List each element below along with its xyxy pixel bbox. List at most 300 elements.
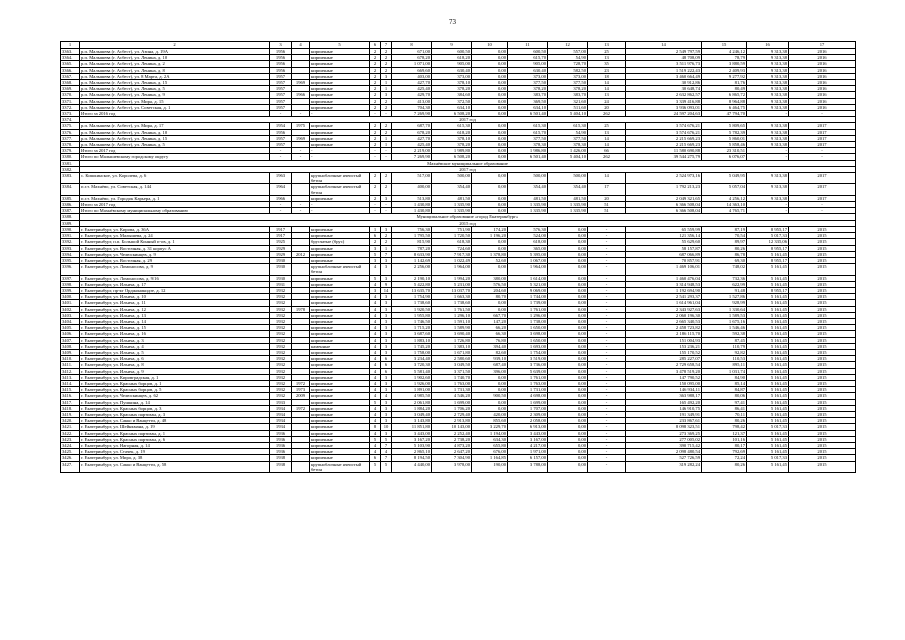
table-cell: 420,00 bbox=[472, 411, 508, 417]
table-cell: 0,00 bbox=[548, 449, 588, 455]
table-cell: 0,00 bbox=[472, 104, 508, 110]
table-cell: 24 bbox=[588, 98, 626, 104]
table-cell: 667,70 bbox=[472, 312, 508, 318]
table-cell: 5 161,45 bbox=[747, 306, 789, 312]
table-cell: г. Екатеринбург, ул. Малышева, д. 24 bbox=[80, 233, 270, 239]
table-cell: кирпичные bbox=[310, 368, 370, 374]
table-cell: 35 bbox=[588, 61, 626, 67]
table-cell: 3 698,00 bbox=[508, 331, 548, 337]
table-cell: 3 314 948,53 bbox=[626, 281, 702, 287]
table-cell: г. Екатеринбург, ул. Ильича, д. 9 bbox=[80, 368, 270, 374]
table-cell: 2015 bbox=[789, 418, 856, 424]
table-cell: 25 bbox=[588, 49, 626, 55]
table-cell: 2017 bbox=[789, 173, 856, 184]
table-cell: 5 161,45 bbox=[747, 436, 789, 442]
table-cell: 0,00 bbox=[472, 380, 508, 386]
table-cell: - bbox=[588, 337, 626, 343]
table-cell: 5 bbox=[381, 461, 392, 472]
table-cell: 1 bbox=[381, 86, 392, 92]
table-cell: - bbox=[588, 461, 626, 472]
table-cell: 481,50 bbox=[548, 195, 588, 201]
table-cell: - bbox=[588, 318, 626, 324]
table-cell: 0,00 bbox=[548, 393, 588, 399]
table-cell: г. Екатеринбург, ул. Красных партизан, д. 6 bbox=[80, 436, 270, 442]
table-cell: 3387. bbox=[61, 208, 80, 214]
table-cell: 0,00 bbox=[548, 362, 588, 368]
table-cell: 500,00 bbox=[548, 173, 588, 184]
table-cell: - bbox=[381, 111, 392, 117]
table-cell: 687,40 bbox=[472, 362, 508, 368]
table-cell: 3 511 976,73 bbox=[626, 61, 702, 67]
table-cell: 1938 bbox=[270, 455, 292, 461]
table-cell: 1964 bbox=[270, 184, 292, 195]
table-cell: 481,50 bbox=[432, 195, 472, 201]
table-cell: - bbox=[789, 202, 856, 208]
table-cell: 3386. bbox=[61, 202, 80, 208]
table-cell: 0,00 bbox=[548, 430, 588, 436]
table-cell: 9 277,92 bbox=[702, 73, 747, 79]
table-cell: г. Екатеринбург, ул. Кировградская, д. 1 bbox=[80, 374, 270, 380]
table-cell: 5 161,45 bbox=[747, 368, 789, 374]
table-cell: 787,20 bbox=[392, 245, 432, 251]
table-cell: - bbox=[588, 424, 626, 430]
table-cell: - bbox=[789, 148, 856, 154]
table-cell: 5 161,45 bbox=[747, 343, 789, 349]
table-cell: 84,90 bbox=[702, 374, 747, 380]
table-cell: - bbox=[588, 233, 626, 239]
table-cell: кирпичные bbox=[310, 294, 370, 300]
table-cell: 4 bbox=[370, 443, 381, 449]
table-cell: 4 bbox=[370, 393, 381, 399]
table-cell: - bbox=[747, 154, 789, 160]
table-cell: 4 bbox=[370, 306, 381, 312]
table-cell: 3376. bbox=[61, 129, 80, 135]
table-cell: 70,54 bbox=[702, 233, 747, 239]
table-cell: кирпичные bbox=[310, 287, 370, 293]
table-cell: - bbox=[588, 393, 626, 399]
table-body bbox=[61, 49, 856, 473]
column-header: 5 bbox=[310, 42, 370, 49]
table-cell: 1932 bbox=[270, 294, 292, 300]
table-cell: - bbox=[588, 287, 626, 293]
table-cell: 377,50 bbox=[508, 80, 548, 86]
table-cell: 1 763,00 bbox=[508, 380, 548, 386]
table-cell: 0,00 bbox=[548, 257, 588, 263]
table-cell: 0,00 bbox=[548, 399, 588, 405]
table-cell: 5 161,45 bbox=[747, 331, 789, 337]
table-cell: 2 049 321,65 bbox=[626, 195, 702, 201]
table-cell: 1 715,20 bbox=[392, 325, 432, 331]
table-cell: 2009 bbox=[292, 393, 310, 399]
table-cell: 1 994,20 bbox=[432, 275, 472, 281]
table-cell: 0,00 bbox=[472, 399, 508, 405]
table-cell: 20 bbox=[588, 195, 626, 201]
table-cell: 1 761,00 bbox=[508, 306, 548, 312]
table-cell: 2 bbox=[370, 73, 381, 79]
table-cell: 3 bbox=[381, 294, 392, 300]
table-cell: 2015 bbox=[789, 251, 856, 257]
table-cell: 2 458 723,82 bbox=[626, 325, 702, 331]
table-cell: 2016 bbox=[789, 55, 856, 61]
table-cell: 191 349,91 bbox=[626, 411, 702, 417]
table-cell: 1 738,00 bbox=[508, 318, 548, 324]
table-cell: 3378. bbox=[61, 142, 80, 148]
table-cell: 1 650,00 bbox=[508, 337, 548, 343]
table-cell: 1929 bbox=[270, 245, 292, 251]
table-cell: 2015 bbox=[789, 449, 856, 455]
table-cell: 0,00 bbox=[548, 418, 588, 424]
table-cell: 383,70 bbox=[508, 92, 548, 98]
table-cell: 1 bbox=[370, 226, 381, 232]
table-cell: 3409. bbox=[61, 349, 80, 355]
table-cell: 4 765,71 bbox=[702, 208, 747, 214]
table-cell: 0,00 bbox=[472, 49, 508, 55]
table-cell: крупноблочные ячеистый бетон bbox=[310, 184, 370, 195]
table-cell: 1930 bbox=[270, 264, 292, 275]
table-cell: 2015 bbox=[789, 239, 856, 245]
table-cell: - bbox=[588, 430, 626, 436]
table-cell: 3 bbox=[381, 226, 392, 232]
table-cell: г. Екатеринбург, ул. Ильича, д. 5 bbox=[80, 349, 270, 355]
table-cell: 72,24 bbox=[702, 455, 747, 461]
table-cell: 5 161,45 bbox=[747, 411, 789, 417]
table-cell: 634,30 bbox=[472, 436, 508, 442]
table-cell: 5 161,45 bbox=[747, 362, 789, 368]
table-cell: 1 726,80 bbox=[432, 337, 472, 343]
table-cell: 277 005,02 bbox=[626, 436, 702, 442]
table-cell: кирпичные bbox=[310, 129, 370, 135]
table-cell: 2 309,00 bbox=[508, 411, 548, 417]
table-cell: г. Екатеринбург, ул. Ильича, д. 8 bbox=[80, 362, 270, 368]
table-cell: 1 964,00 bbox=[508, 264, 548, 275]
table-cell: кирпичные bbox=[310, 436, 370, 442]
table-cell: 618,00 bbox=[508, 239, 548, 245]
table-cell: 10 143,00 bbox=[432, 424, 472, 430]
table-cell: 2015 bbox=[789, 356, 856, 362]
table-cell: кирпичные bbox=[310, 399, 370, 405]
table-cell: 615,70 bbox=[508, 129, 548, 135]
table-cell: 30 912,86 bbox=[626, 80, 702, 86]
table-cell: 5 404,10 bbox=[548, 111, 588, 117]
table-cell: 1936 bbox=[270, 449, 292, 455]
table-cell: кирпичные bbox=[310, 337, 370, 343]
table-cell: 204,60 bbox=[472, 287, 508, 293]
table-cell: 2015 bbox=[789, 405, 856, 411]
table-cell: 4 873,20 bbox=[432, 443, 472, 449]
table-cell: кирпичные bbox=[310, 449, 370, 455]
table-cell: кирпичные bbox=[310, 142, 370, 148]
table-cell bbox=[292, 173, 310, 184]
column-header: 13 bbox=[588, 42, 626, 49]
table-cell: 3423. bbox=[61, 436, 80, 442]
table-cell: 1 986,80 bbox=[508, 148, 548, 154]
table-cell: кирпичные bbox=[310, 251, 370, 257]
column-header: 3 bbox=[270, 42, 292, 49]
table-cell: 751,90 bbox=[432, 226, 472, 232]
table-cell: - bbox=[588, 264, 626, 275]
table-cell: 2 215 669,23 bbox=[626, 135, 702, 141]
column-header: 14 bbox=[626, 42, 702, 49]
table-row bbox=[61, 461, 856, 472]
table-cell: 5 057,04 bbox=[702, 184, 747, 195]
table-cell: 9 313,38 bbox=[747, 86, 789, 92]
table-cell: 622,99 bbox=[702, 281, 747, 287]
column-header: 16 bbox=[747, 42, 789, 49]
table-cell: 1972 bbox=[292, 405, 310, 411]
table-cell: 2015 bbox=[789, 245, 856, 251]
table-cell: 0,00 bbox=[472, 123, 508, 129]
table-cell: 425,40 bbox=[392, 142, 432, 148]
table-row bbox=[61, 264, 856, 275]
table-cell: 3 bbox=[381, 418, 392, 424]
table-cell: 2 bbox=[370, 104, 381, 110]
table-cell: 7 269,90 bbox=[392, 154, 432, 160]
table-cell: 1 699,00 bbox=[508, 399, 548, 405]
table-cell: - bbox=[270, 111, 292, 117]
table-cell: 687,70 bbox=[392, 123, 432, 129]
table-cell: 9 bbox=[381, 281, 392, 287]
table-cell: 5 161,45 bbox=[747, 374, 789, 380]
table-cell: 8 633,90 bbox=[392, 251, 432, 257]
table-cell: 0,00 bbox=[472, 387, 508, 393]
table-cell: 2012 bbox=[292, 251, 310, 257]
table-cell: 101,16 bbox=[702, 436, 747, 442]
table-cell: 5 bbox=[381, 436, 392, 442]
table-cell: 8 964,88 bbox=[702, 98, 747, 104]
table-cell: 1 527,86 bbox=[702, 294, 747, 300]
table-cell: 58 157,87 bbox=[626, 245, 702, 251]
table-cell: 1932 bbox=[270, 356, 292, 362]
table-cell: 1 731,00 bbox=[508, 387, 548, 393]
table-cell: - bbox=[789, 111, 856, 117]
table-cell: 1 738,60 bbox=[392, 300, 432, 306]
table-cell: 2015 bbox=[789, 399, 856, 405]
table-cell: 2016 bbox=[789, 49, 856, 55]
table-cell: 14 363,10 bbox=[702, 202, 747, 208]
table-cell: Итого за 2017 год bbox=[80, 148, 270, 154]
table-cell: - bbox=[588, 436, 626, 442]
table-cell: 14 bbox=[588, 142, 626, 148]
table-cell: 2015 bbox=[789, 343, 856, 349]
table-cell: 5 809,65 bbox=[702, 123, 747, 129]
table-cell: 1 614 961,04 bbox=[626, 300, 702, 306]
table-cell: 3 bbox=[381, 337, 392, 343]
table-cell: 1 693,00 bbox=[508, 343, 548, 349]
table-cell: 1 022,49 bbox=[432, 257, 472, 263]
table-cell: 9 313,38 bbox=[747, 80, 789, 86]
table-cell: 3 bbox=[381, 264, 392, 275]
table-cell: 671,00 bbox=[392, 49, 432, 55]
column-header: 2 bbox=[80, 42, 270, 49]
table-cell: 1 378,80 bbox=[472, 251, 508, 257]
table-cell: 354,40 bbox=[508, 184, 548, 195]
table-cell: 3 478 519,20 bbox=[626, 368, 702, 374]
table-cell: - bbox=[588, 455, 626, 461]
table-cell: 0,00 bbox=[548, 368, 588, 374]
table-cell: 1975 bbox=[292, 123, 310, 129]
table-cell: 1 614,00 bbox=[508, 275, 548, 281]
table-cell: 3420. bbox=[61, 418, 80, 424]
table-cell: 5 161,45 bbox=[747, 443, 789, 449]
table-cell: 0,00 bbox=[472, 239, 508, 245]
table-cell: 262 bbox=[588, 154, 626, 160]
table-cell: 3 bbox=[381, 318, 392, 324]
table-cell: 6 865,72 bbox=[702, 92, 747, 98]
table-cell: 2 913,80 bbox=[432, 418, 472, 424]
table-cell: 190,00 bbox=[472, 461, 508, 472]
table-cell: 80,49 bbox=[702, 86, 747, 92]
table-cell: р.п. Малышева (г. Асбест), ул. Ленина, д. 15 bbox=[80, 135, 270, 141]
table-cell: 630,40 bbox=[508, 67, 548, 73]
table-cell: 2 186 115,70 bbox=[626, 331, 702, 337]
table-cell: 939,10 bbox=[472, 356, 508, 362]
table-cell: 13 bbox=[588, 55, 626, 61]
table-cell: г. Екатеринбург, ул. Ильича, д. 6 bbox=[80, 356, 270, 362]
table-cell: 6 bbox=[370, 455, 381, 461]
table-cell: 5 161,45 bbox=[747, 405, 789, 411]
table-cell: 4 bbox=[381, 449, 392, 455]
table-cell: 527 726,59 bbox=[626, 455, 702, 461]
table-cell: 80,06 bbox=[702, 393, 747, 399]
table-cell: 1 460 476,04 bbox=[626, 275, 702, 281]
table-cell: 0,00 bbox=[472, 264, 508, 275]
table-cell: 3 371,50 bbox=[432, 368, 472, 374]
table-cell: 0,00 bbox=[472, 202, 508, 208]
table-cell: 3398. bbox=[61, 281, 80, 287]
table-cell: 1954 bbox=[270, 123, 292, 129]
table-cell: 748,02 bbox=[702, 264, 747, 275]
table-cell: 1956 bbox=[270, 49, 292, 55]
table-cell: 0,00 bbox=[548, 281, 588, 287]
table-cell: 3 bbox=[381, 306, 392, 312]
table-cell: 0,00 bbox=[472, 111, 508, 117]
table-cell: 54,90 bbox=[548, 129, 588, 135]
table-cell: - bbox=[588, 405, 626, 411]
table-cell: 618,20 bbox=[432, 129, 472, 135]
table-cell: 51 bbox=[588, 202, 626, 208]
table-cell: 1 758,00 bbox=[392, 349, 432, 355]
table-cell: 1 546,46 bbox=[702, 325, 747, 331]
table-cell: г. Екатеринбург, ул. Красных борцов, д. 5 bbox=[80, 387, 270, 393]
table-cell: 756,30 bbox=[392, 226, 432, 232]
table-cell: 76,80 bbox=[472, 337, 508, 343]
table-cell: кирпичные bbox=[310, 195, 370, 201]
table-cell: 3 229,70 bbox=[472, 424, 508, 430]
table-cell: кирпичные bbox=[310, 98, 370, 104]
table-cell: 3 bbox=[381, 411, 392, 417]
table-cell: 0,00 bbox=[548, 424, 588, 430]
table-cell: 2 541 293,37 bbox=[626, 294, 702, 300]
table-cell: Итого по Махнёвскому муниципальному образованию bbox=[80, 208, 270, 214]
table-cell: 1 761,00 bbox=[508, 374, 548, 380]
table-cell: 80,17 bbox=[702, 443, 747, 449]
table-cell: 403,00 bbox=[392, 73, 432, 79]
table-cell: 3 687,60 bbox=[392, 331, 432, 337]
table-cell: 1 bbox=[381, 135, 392, 141]
table-cell: 11 580 690,88 bbox=[626, 148, 702, 154]
table-cell: кирпичные bbox=[310, 104, 370, 110]
table-cell: 4 bbox=[370, 294, 381, 300]
table-cell: 3 bbox=[381, 349, 392, 355]
table-cell: 0,00 bbox=[472, 80, 508, 86]
table-cell: - bbox=[588, 356, 626, 362]
table-cell: - bbox=[588, 306, 626, 312]
table-cell: 5 161,45 bbox=[747, 356, 789, 362]
table-cell: 895,11 bbox=[702, 362, 747, 368]
table-cell: 70,11 bbox=[702, 411, 747, 417]
table-cell: 87,45 bbox=[702, 337, 747, 343]
table-cell: 373,00 bbox=[508, 73, 548, 79]
table-cell: 8 194,50 bbox=[392, 455, 432, 461]
table-cell: р.п. Малышева (г. Асбест), ул. Ленина, д. 2 bbox=[80, 61, 270, 67]
table-cell: - bbox=[747, 111, 789, 117]
table-cell: 2015 bbox=[789, 226, 856, 232]
table-cell: 147,20 bbox=[472, 318, 508, 324]
table-cell: - bbox=[370, 208, 381, 214]
table-cell: - bbox=[292, 202, 310, 208]
table-cell: 0,00 bbox=[548, 275, 588, 281]
table-cell: 363 988,17 bbox=[626, 393, 702, 399]
table-cell: 3426. bbox=[61, 455, 80, 461]
table-cell: 4 440,00 bbox=[392, 461, 432, 472]
table-cell: кирпичные bbox=[310, 281, 370, 287]
table-cell: 429,70 bbox=[392, 92, 432, 98]
table-cell: 3 443,00 bbox=[508, 430, 548, 436]
table-cell: 174,20 bbox=[472, 226, 508, 232]
table-cell: 2 bbox=[370, 55, 381, 61]
table-cell: 70 857,91 bbox=[626, 257, 702, 263]
table-cell: г. Екатеринбург, ул. Мира, д. 38 bbox=[80, 455, 270, 461]
row-number: 3382. bbox=[61, 166, 80, 172]
table-cell: 89,97 bbox=[702, 239, 747, 245]
table-cell: 378,20 bbox=[548, 86, 588, 92]
table-cell: - bbox=[270, 208, 292, 214]
column-header: 11 bbox=[508, 42, 548, 49]
table-cell: 377,50 bbox=[508, 135, 548, 141]
table-cell: 2017 bbox=[789, 129, 856, 135]
table-cell: 1932 bbox=[270, 331, 292, 337]
table-cell: 3367. bbox=[61, 73, 80, 79]
table-cell: 2015 bbox=[789, 380, 856, 386]
table-cell: 3 574 676,21 bbox=[626, 123, 702, 129]
table-cell: - bbox=[588, 251, 626, 257]
table-cell: крупноблочные ячеистый бетон bbox=[310, 264, 370, 275]
table-cell: Итого за 2017 год bbox=[80, 202, 270, 208]
table-cell: 1 589,90 bbox=[432, 325, 472, 331]
table-cell: 2 bbox=[370, 49, 381, 55]
table-cell: 87,19 bbox=[702, 226, 747, 232]
section-title: 2015 год bbox=[80, 220, 856, 226]
table-cell: 5 161,45 bbox=[747, 449, 789, 455]
table-cell: - bbox=[588, 362, 626, 368]
table-cell: 121,37 bbox=[702, 430, 747, 436]
table-cell: 676,00 bbox=[472, 449, 508, 455]
table-cell: г. Екатеринбург, ул. Сакко и Ванцетти, д. 58 bbox=[80, 461, 270, 472]
table-cell: 5 422,80 bbox=[392, 281, 432, 287]
table-cell: кирпичные bbox=[310, 123, 370, 129]
table-cell: 582,50 bbox=[548, 67, 588, 73]
table-cell: 5 161,45 bbox=[747, 264, 789, 275]
column-header: 9 bbox=[432, 42, 472, 49]
table-cell: 2016 bbox=[789, 61, 856, 67]
table-cell: 3366. bbox=[61, 67, 80, 73]
table-cell: 1 738,60 bbox=[432, 300, 472, 306]
table-cell: 2 252,40 bbox=[432, 430, 472, 436]
table-cell: 373,00 bbox=[432, 73, 472, 79]
table-cell bbox=[292, 184, 310, 195]
table-cell: 3363. bbox=[61, 49, 80, 55]
table-cell: 66,20 bbox=[472, 325, 508, 331]
